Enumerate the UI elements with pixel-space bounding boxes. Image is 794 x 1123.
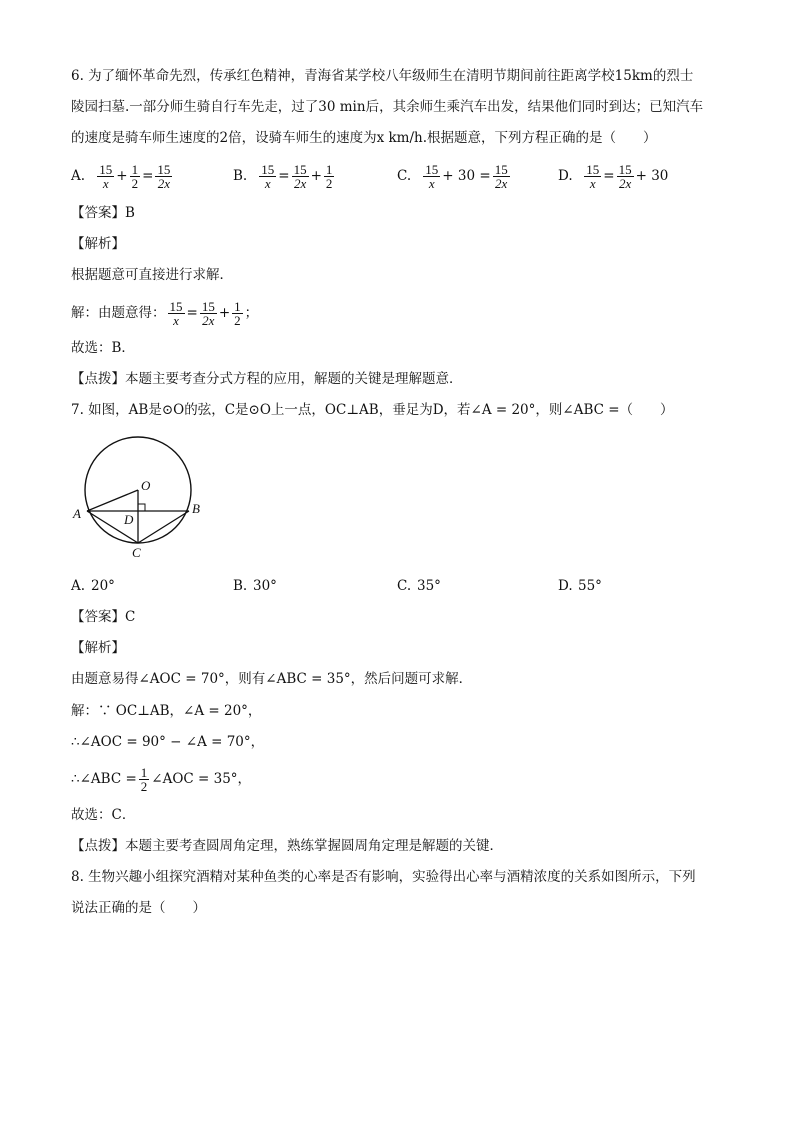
q7-tip: 【点拨】本题主要考查圆周角定理，熟练掌握圆周角定理是解题的关键．	[71, 838, 503, 854]
q7-answer: 【答案】C	[71, 609, 136, 625]
q7-step-1: 解：∵ OC⊥AB，∠A = 20°，	[71, 703, 262, 719]
q6-answer: 【答案】B	[71, 205, 135, 221]
q8-line-2: 说法正确的是（ ）	[71, 900, 206, 916]
q7-option-d: D. 55°	[558, 578, 602, 594]
segment-bc	[138, 511, 189, 543]
label-b: B	[192, 501, 200, 516]
q7-conclusion: 故选：C．	[71, 807, 136, 823]
q7-step-2: ∴∠AOC = 90° − ∠A = 70°，	[71, 734, 265, 750]
q6-conclusion: 故选：B．	[71, 340, 135, 356]
circle-figure	[68, 430, 208, 570]
q7-line-1: 7. 如图，AB是⊙O的弦，C是⊙O上一点，OC⊥AB，垂足为D，若∠A = 20°，则∠ABC =（ ）	[71, 402, 674, 418]
q6-line-2: 陵园扫墓.一部分师生骑自行车先走，过了30 min后，其余师生乘汽车出发，结果他们同时到达；已知汽车	[71, 99, 704, 115]
label-d: D	[124, 512, 134, 527]
q7-analysis-text: 由题意易得∠AOC = 70°，则有∠ABC = 35°，然后问题可求解．	[71, 671, 473, 687]
q6-option-a: A. $\frac{15}{x}$ + $\frac{1}{2}$ = $\frac{15}{2x}$	[71, 162, 171, 191]
q6-tip: 【点拨】本题主要考查分式方程的应用，解题的关键是理解题意．	[71, 371, 463, 387]
segment-ao	[87, 490, 138, 511]
q7-option-a: A. 20°	[71, 578, 115, 594]
q6-option-c: C. $\frac{15}{x}$ + 30 = $\frac{15}{2x}$	[397, 162, 508, 191]
q7-option-b: B. 30°	[233, 578, 277, 594]
q6-option-d: D. $\frac{15}{x}$ = $\frac{15}{2x}$ + 30	[558, 162, 669, 191]
q7-step-3: ∴∠ABC = $\frac{1}{2}$ ∠AOC = 35°，	[71, 765, 252, 794]
q7-analysis-title: 【解析】	[71, 640, 125, 656]
q6-solution: 解：由题意得： $\frac{15}{x}$ = $\frac{15}{2x}$ + $\frac{1}{2}$ ；	[71, 299, 259, 328]
right-angle-mark	[138, 504, 145, 511]
label-o: O	[141, 478, 151, 493]
label-a: A	[73, 506, 81, 521]
label-c: C	[132, 545, 141, 560]
q7-option-c: C. 35°	[397, 578, 441, 594]
q6-analysis-text: 根据题意可直接进行求解．	[71, 267, 233, 283]
q6-analysis-title: 【解析】	[71, 236, 125, 252]
q8-line-1: 8. 生物兴趣小组探究酒精对某种鱼类的心率是否有影响，实验得出心率与酒精浓度的关系如图所示，下列	[71, 869, 696, 885]
q6-option-b: B. $\frac{15}{x}$ = $\frac{15}{2x}$ + $\frac{1}{2}$	[233, 162, 333, 191]
q6-line-1: 6. 为了缅怀革命先烈，传承红色精神，青海省某学校八年级师生在清明节期间前往距离学校15km的烈士	[71, 68, 694, 84]
q6-line-3: 的速度是骑车师生速度的2倍，设骑车师生的速度为x km/h.根据题意，下列方程正确的是（ ）	[71, 130, 657, 146]
